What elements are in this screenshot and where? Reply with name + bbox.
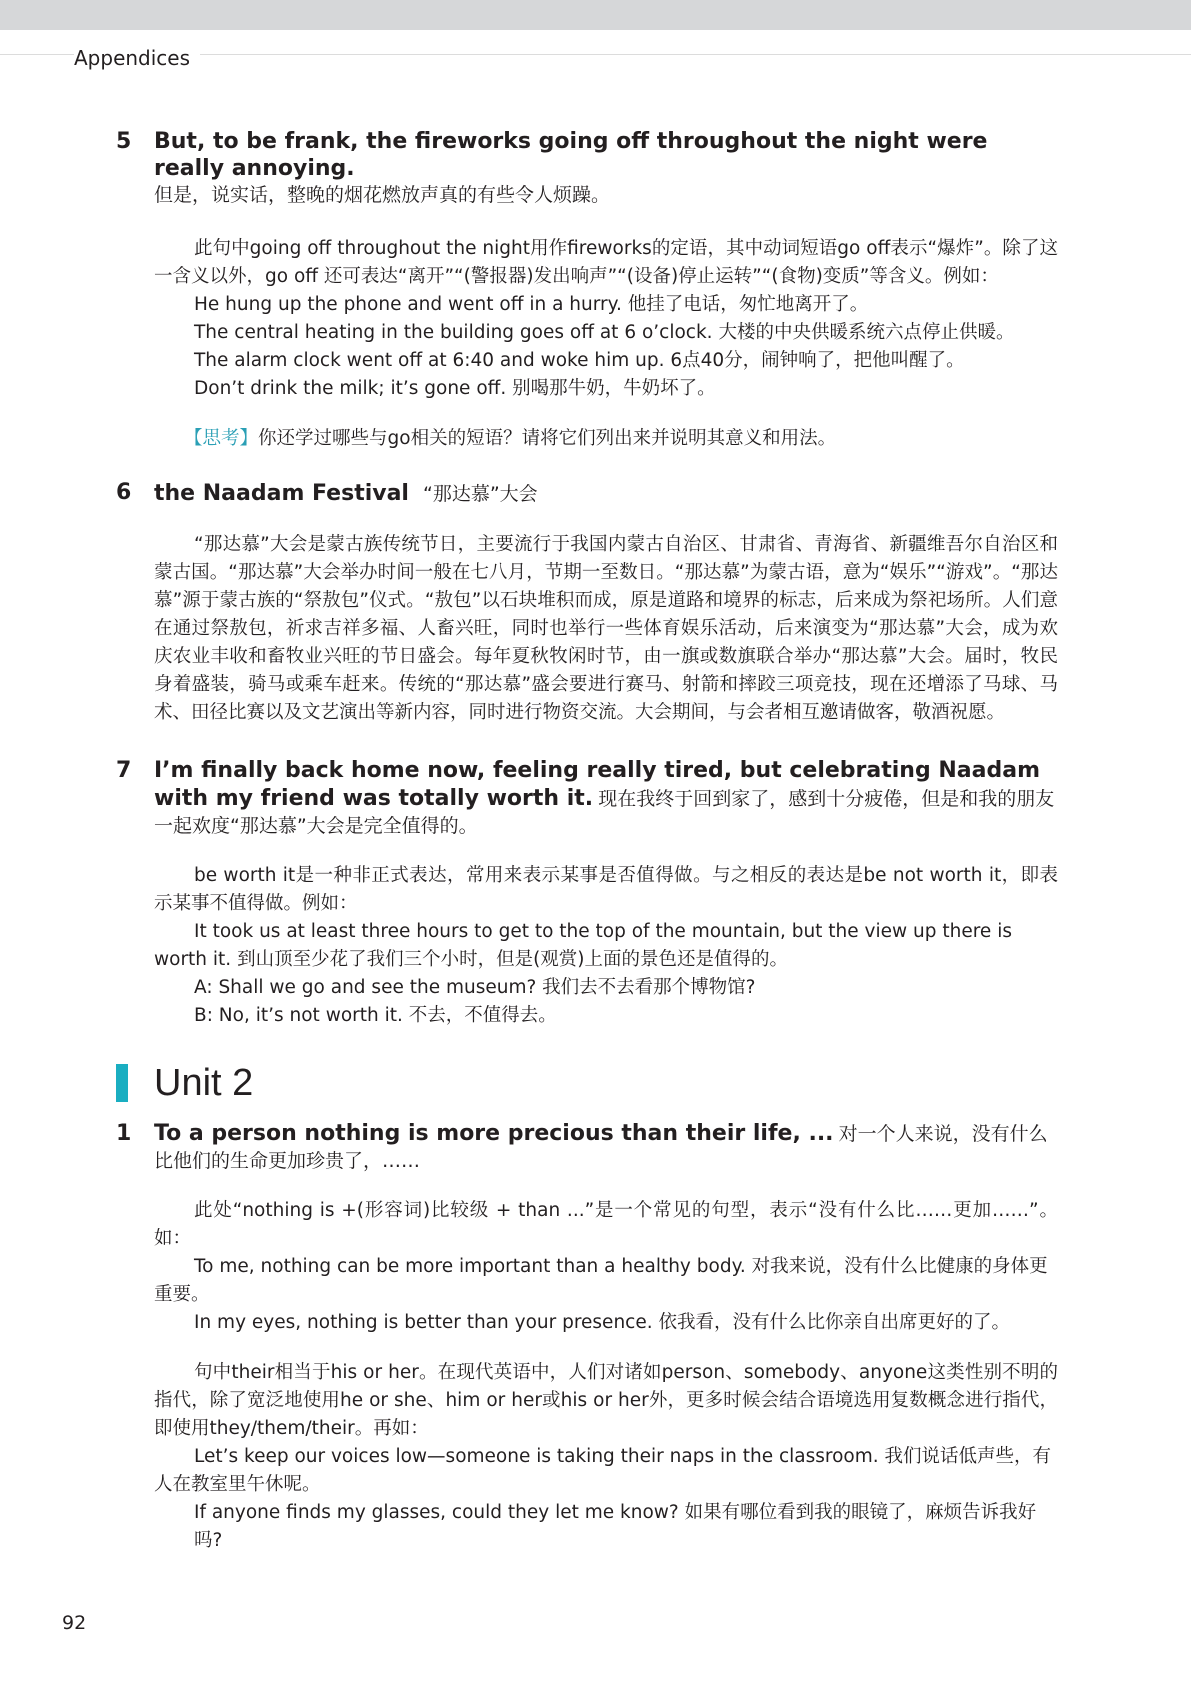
example-line: Let’s keep our voices low—someone is taking their naps in the classroom. 我们说话低声些，有人在教室里午休呢。 [154, 1446, 1052, 1495]
item-sentence-en: But, to be frank, the fireworks going off throughout the night were really annoying. [154, 129, 988, 181]
item-note: 句中their相当于his or her。在现代英语中，人们对诸如person、somebody、anyone这类性别不明的指代，除了宽泛地使用he or she、him or her或his or her外，更多时候会结合语境选用复数概念进行指代，即使用they/them/their。再如： [154, 1362, 1058, 1439]
example-line: Don’t drink the milk; it’s gone off. 别喝那牛奶，牛奶坏了。 [194, 378, 716, 399]
section-header: Appendices [74, 46, 200, 70]
example-line: The alarm clock went off at 6:40 and woke him up. 6点40分，闹钟响了，把他叫醒了。 [194, 350, 965, 371]
example-line: If anyone finds my glasses, could they let me know? 如果有哪位看到我的眼镜了，麻烦告诉我好吗? [194, 1502, 1037, 1551]
note-item-6 [116, 479, 1058, 727]
item-number: 6 [116, 480, 132, 505]
think-text: 你还学过哪些与go相关的短语？请将它们列出来并说明其意义和用法。 [258, 428, 837, 449]
think-tag: 【思考】 [184, 428, 259, 449]
item-note: 此句中going off throughout the night用作fireworks的定语，其中动词短语go off表示“爆炸”。除了这一含义以外，go off 还可表达“离开”“(警报器)发出响声”“(设备)停止运转”“(食物)变质”等含义。例如： [154, 238, 1058, 287]
dialog-b: B: No, it’s not worth it. 不去，不值得去。 [194, 1005, 557, 1026]
page-number: 92 [62, 1612, 87, 1634]
unit-title: Unit 2 [154, 1062, 254, 1104]
item-number: 1 [116, 1121, 132, 1146]
item-sentence [154, 757, 1058, 840]
item-number: 5 [116, 129, 132, 154]
unit2-note-item-1 [116, 1120, 1058, 1555]
example-line: In my eyes, nothing is better than your presence. 依我看，没有什么比你亲自出席更好的了。 [194, 1312, 1010, 1333]
item-number: 7 [116, 758, 132, 783]
page-content [116, 128, 1058, 1555]
item-sentence [154, 1120, 1058, 1175]
item-sentence-zh: 对一个人来说，没有什么比他们的生命更加珍贵了，…… [154, 1123, 1048, 1172]
example-line: To me, nothing can be more important than a healthy body. 对我来说，没有什么比健康的身体更重要。 [154, 1256, 1048, 1305]
note-item-5 [116, 128, 1058, 453]
item-title-en: the Naadam Festival [154, 481, 409, 506]
item-note: 此处“nothing is +(形容词)比较级 + than ...”是一个常见的句型，表示“没有什么比……更加……”。如： [154, 1200, 1058, 1249]
item-title-zh: “那达慕”大会 [422, 483, 538, 505]
example-line: It took us at least three hours to get to the top of the mountain, but the view up there is worth it. 到山顶至少花了我们三个小时，但是(观赏)上面的景色还是值得的。 [154, 921, 1012, 970]
unit-accent-bar [116, 1064, 128, 1102]
top-bar [0, 0, 1191, 30]
think-prompt [154, 425, 1058, 453]
item-sentence-en: I’m finally back home now, feeling really tired, but celebrating Naadam with my friend was totally worth it. [154, 758, 1040, 811]
example-line: He hung up the phone and went off in a hurry. 他挂了电话，匆忙地离开了。 [194, 294, 869, 315]
item-sentence-en: To a person nothing is more precious than their life, ... [154, 1121, 834, 1146]
item-title [154, 479, 1058, 509]
dialog-a: A: Shall we go and see the museum? 我们去不去看那个博物馆? [194, 977, 756, 998]
item-sentence-zh: 现在我终于回到家了，感到十分疲倦，但是和我的朋友一起欢度“那达慕”大会是完全值得的。 [154, 788, 1055, 837]
example-line: The central heating in the building goes off at 6 o’clock. 大楼的中央供暖系统六点停止供暖。 [194, 322, 1015, 343]
unit-heading [116, 1060, 1058, 1112]
item-note: be worth it是一种非正式表达，常用来表示某事是否值得做。与之相反的表达是be not worth it，即表示某事不值得做。例如： [154, 865, 1058, 914]
note-item-7 [116, 757, 1058, 1030]
item-sentence-zh: 但是，说实话，整晚的烟花燃放声真的有些令人烦躁。 [154, 184, 611, 206]
item-note: “那达慕”大会是蒙古族传统节日，主要流行于我国内蒙古自治区、甘肃省、青海省、新疆维吾尔自治区和蒙古国。“那达慕”大会举办时间一般在七八月，节期一至数日。“那达慕”为蒙古语，意为“娱乐”“游戏”。“那达慕”源于蒙古族的“祭敖包”仪式。“敖包”以石块堆积而成，原是道路和境界的标志，后来成为祭祀场所。人们意在通过祭敖包，祈求吉祥多福、人畜兴旺，同时也举行一些体育娱乐活动，后来演变为“那达慕”大会，成为欢庆农业丰收和畜牧业兴旺的节日盛会。每年夏秋牧闲时节，由一旗或数旗联合举办“那达慕”大会。届时，牧民身着盛装，骑马或乘车赶来。传统的“那达慕”盛会要进行赛马、射箭和摔跤三项竞技，现在还增添了马球、马术、田径比赛以及文艺演出等新内容，同时进行物资交流。大会期间，与会者相互邀请做客，敬酒祝愿。 [154, 534, 1058, 723]
